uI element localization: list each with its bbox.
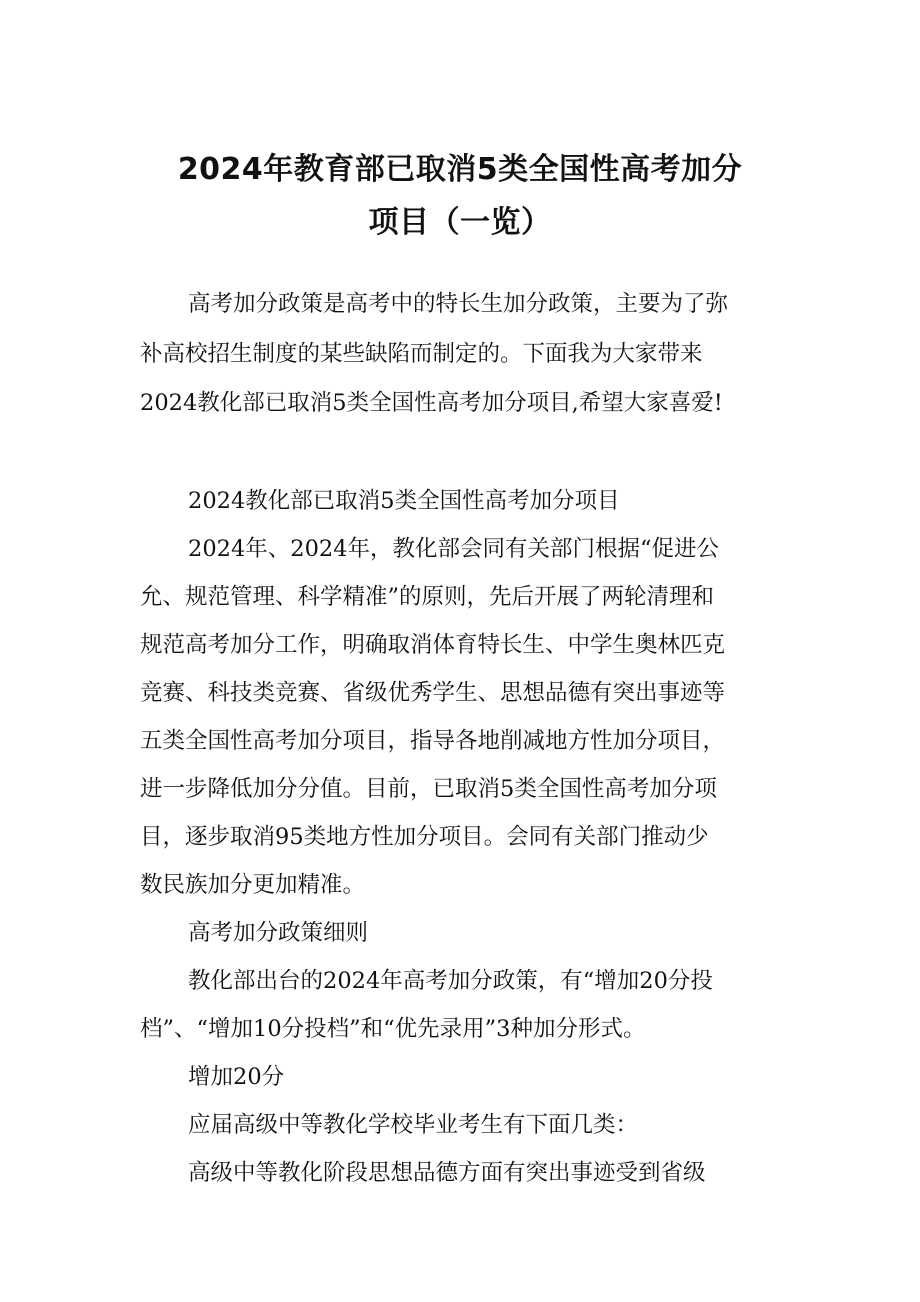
document-title-line-2: 项目（一览） bbox=[368, 205, 552, 240]
body-paragraph-line: 应届高级中等教化学校毕业考生有下面几类： bbox=[188, 1112, 639, 1138]
body-paragraph-line: 高级中等教化阶段思想品德方面有突出事迹受到省级 bbox=[188, 1160, 706, 1186]
body-paragraph-line: 进一步降低加分分值。目前，已取消5类全国性高考加分项 bbox=[140, 776, 717, 802]
body-paragraph-line: 数民族加分更加精准。 bbox=[140, 872, 366, 898]
section-heading: 高考加分政策细则 bbox=[188, 920, 369, 946]
body-paragraph-line: 目，逐步取消95类地方性加分项目。会同有关部门推动少 bbox=[140, 824, 709, 850]
intro-paragraph-line: 高考加分政策是高考中的特长生加分政策，主要为了弥 bbox=[188, 291, 729, 317]
section-heading: 2024教化部已取消5类全国性高考加分项目 bbox=[188, 488, 620, 514]
body-paragraph-line: 教化部出台的2024年高考加分政策，有“增加20分投 bbox=[188, 968, 713, 994]
body-paragraph-line: 允、规范管理、科学精准”的原则，先后开展了两轮清理和 bbox=[140, 584, 715, 610]
section-heading: 增加20分 bbox=[188, 1064, 285, 1090]
body-paragraph-line: 规范高考加分工作，明确取消体育特长生、中学生奥林匹克 bbox=[140, 632, 726, 658]
intro-paragraph-line: 补高校招生制度的某些缺陷而制定的。下面我为大家带来 bbox=[140, 341, 703, 367]
intro-paragraph-line: 2024教化部已取消5类全国性高考加分项目,希望大家喜爱! bbox=[140, 390, 723, 416]
body-paragraph-line: 竞赛、科技类竞赛、省级优秀学生、思想品德有突出事迹等 bbox=[140, 680, 726, 706]
body-paragraph-line: 五类全国性高考加分项目，指导各地削减地方性加分项目， bbox=[140, 728, 726, 754]
document-title-line-1: 2024年教育部已取消5类全国性高考加分 bbox=[177, 152, 743, 187]
body-paragraph-line: 档”、“增加10分投档”和“优先录用”3种加分形式。 bbox=[140, 1016, 646, 1042]
body-paragraph-line: 2024年、2024年，教化部会同有关部门根据“促进公 bbox=[188, 536, 720, 562]
